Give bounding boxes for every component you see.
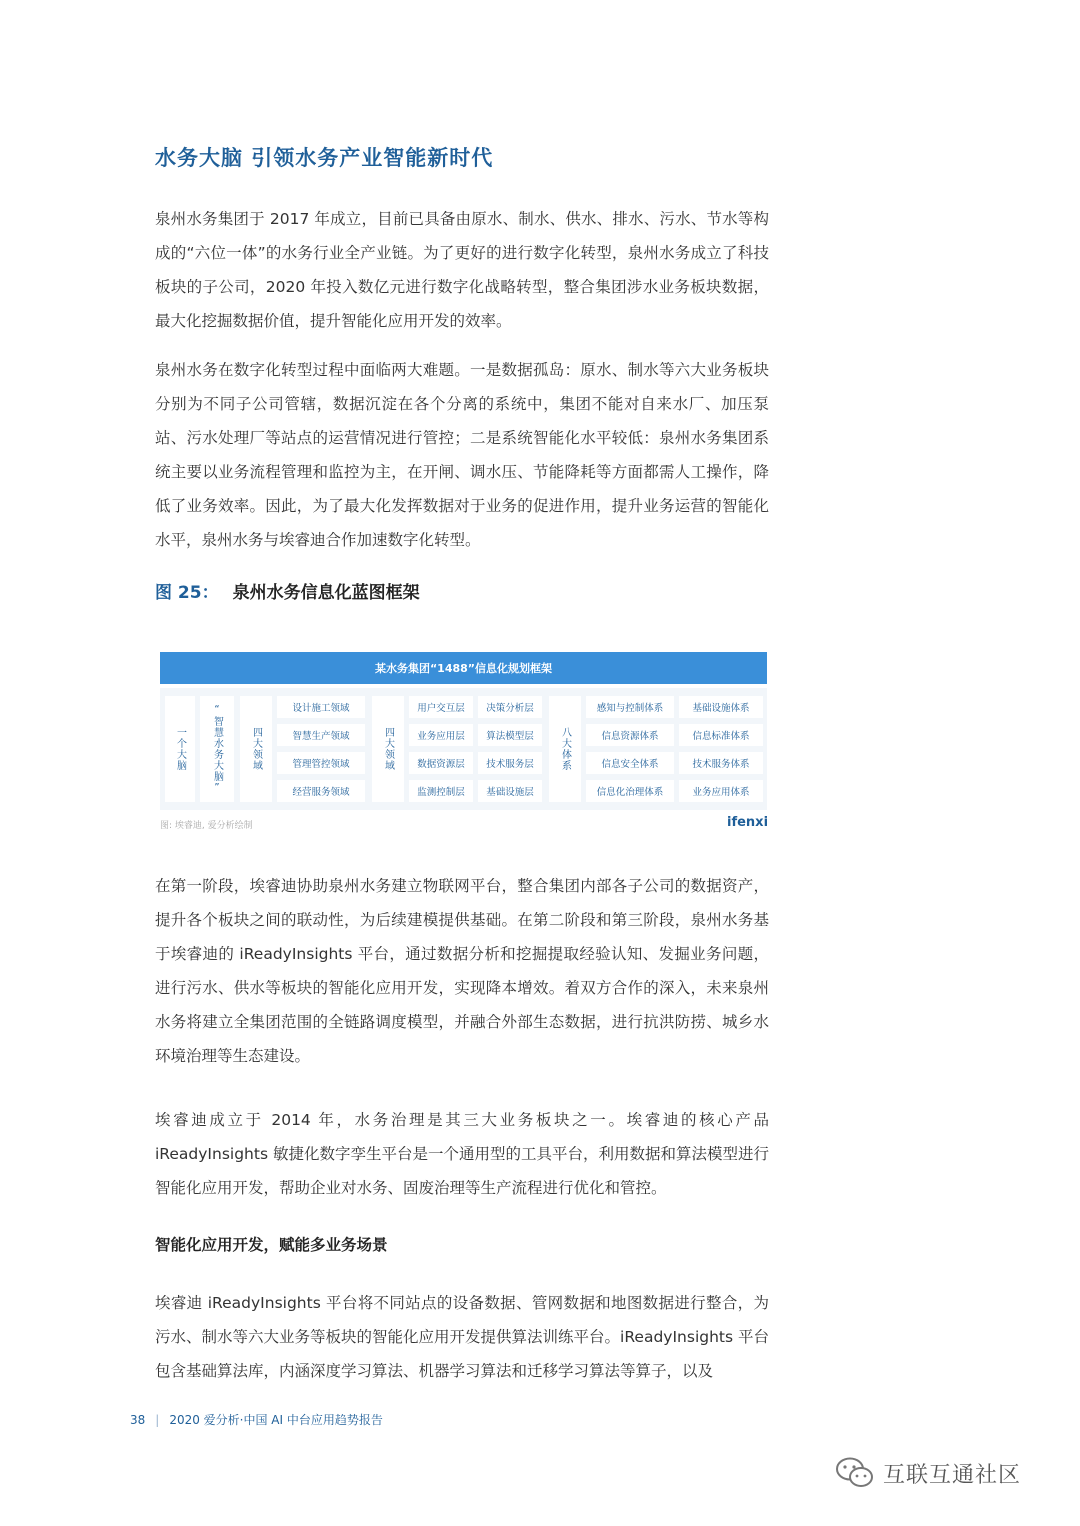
figure-body (160, 688, 767, 810)
watermark-text: 互联互通社区 (883, 1462, 1022, 1488)
footer-separator: | (155, 1412, 160, 1427)
figure-header: 某水务集团“1488”信息化规划框架 (160, 652, 767, 684)
system-box: 信息资源体系 (586, 724, 674, 746)
four-layers-label: 四大领域 (372, 696, 404, 802)
wechat-watermark (835, 1456, 1021, 1490)
four-domains-label: 四大领域 (240, 696, 272, 802)
smart-brain-label: “智慧水务大脑” (200, 696, 234, 802)
layer-box: 监测控制层 (409, 780, 473, 802)
layer-box: 算法模型层 (478, 724, 542, 746)
figure-source: 图: 埃睿迪, 爱分析绘制 (160, 821, 253, 831)
domain-box: 设计施工领域 (277, 696, 365, 718)
layer-box: 数据资源层 (409, 752, 473, 774)
paragraph-5: 埃睿迪 iReadyInsights 平台将不同站点的设备数据、管网数据和地图数据进行整合，为污水、制水等六大业务等板块的智能化应用开发提供算法训练平台。iReadyInsights 平台包含基础算法库，内涵深度学习算法、机器学习算法和迁移学习算法等算子，以及 (155, 1294, 769, 1380)
report-title: 2020 爱分析·中国 AI 中台应用趋势报告 (169, 1413, 383, 1427)
page-title: 水务大脑 引领水务产业智能新时代 (155, 146, 494, 170)
paragraph-3: 在第一阶段，埃睿迪协助泉州水务建立物联网平台，整合集团内部各子公司的数据资产，提升各个板块之间的联动性，为后续建模提供基础。在第二阶段和第三阶段，泉州水务基于埃睿迪的 iReadyInsights 平台，通过数据分析和挖掘提取经验认知、发掘业务问题，进行污水、供水等板块的智能化应用开发，实现降本增效。着双方合作的深入，未来泉州水务将建立全集团范围的全链路调度模型，并融合外部生态数据，进行抗洪防捞、城乡水环境治理等生态建设。 (155, 877, 769, 1065)
system-box: 感知与控制体系 (586, 696, 674, 718)
domain-box: 经营服务领域 (277, 780, 365, 802)
domain-box: 管理管控领域 (277, 752, 365, 774)
layer-box: 决策分析层 (478, 696, 542, 718)
paragraph-1: 泉州水务集团于 2017 年成立，目前已具备由原水、制水、供水、排水、污水、节水等构成的“六位一体”的水务行业全产业链。为了更好的进行数字化转型，泉州水务成立了科技板块的子公司，2020 年投入数亿元进行数字化战略转型，整合集团涉水业务板块数据，最大化挖掘数据价值，提升智能化应用开发的效率。 (155, 210, 769, 330)
system-box: 信息安全体系 (586, 752, 674, 774)
layer-box: 用户交互层 (409, 696, 473, 718)
system-box: 业务应用体系 (679, 780, 763, 802)
system-box: 基础设施体系 (679, 696, 763, 718)
section-subheading: 智能化应用开发，赋能多业务场景 (155, 1236, 388, 1254)
figure-title: 泉州水务信息化蓝图框架 (232, 583, 420, 603)
eight-systems-label: 八大体系 (549, 696, 581, 802)
domain-box: 智慧生产领域 (277, 724, 365, 746)
system-box: 技术服务体系 (679, 752, 763, 774)
wechat-icon (835, 1456, 875, 1490)
framework-figure (160, 652, 767, 810)
one-brain-label: 一个大脑 (165, 696, 195, 802)
layer-box: 技术服务层 (478, 752, 542, 774)
figure-caption (155, 578, 420, 603)
page-number: 38 (130, 1412, 146, 1427)
layer-box: 基础设施层 (478, 780, 542, 802)
paragraph-2: 泉州水务在数字化转型过程中面临两大难题。一是数据孤岛：原水、制水等六大业务板块分别为不同子公司管辖，数据沉淀在各个分离的系统中，集团不能对自来水厂、加压泵站、污水处理厂等站点的运营情况进行管控；二是系统智能化水平较低：泉州水务集团系统主要以业务流程管理和监控为主，在开闸、调水压、节能降耗等方面都需人工操作，降低了业务效率。因此，为了最大化发挥数据对于业务的促进作用，提升业务运营的智能化水平，泉州水务与埃睿迪合作加速数字化转型。 (155, 361, 769, 549)
paragraph-4: 埃睿迪成立于 2014 年，水务治理是其三大业务板块之一。埃睿迪的核心产品 iReadyInsights 敏捷化数字孪生平台是一个通用型的工具平台，利用数据和算法模型进行智能化应用开发，帮助企业对水务、固废治理等生产流程进行优化和管控。 (155, 1111, 769, 1197)
page-footer (130, 1411, 383, 1428)
system-box: 信息化治理体系 (586, 780, 674, 802)
layer-box: 业务应用层 (409, 724, 473, 746)
ifenxi-logo: ifenxi (727, 815, 769, 830)
system-box: 信息标准体系 (679, 724, 763, 746)
figure-number: 图 25： (155, 583, 219, 603)
